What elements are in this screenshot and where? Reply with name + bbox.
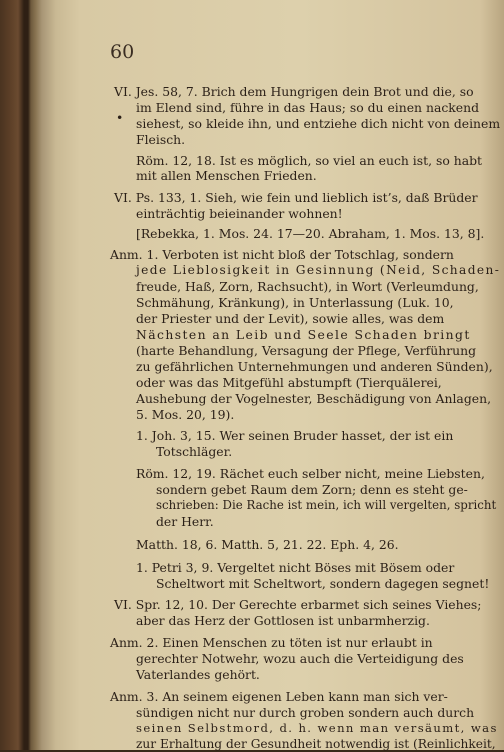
text-line: Matth. 18, 6. Matth. 5, 21. 22. Eph. 4, 26. — [136, 537, 399, 552]
text-line: der Priester und der Levit), sowie alles, was dem — [136, 311, 445, 326]
text-line: (harte Behandlung, Versagung der Pflege, Verführung — [136, 343, 477, 358]
text-line: Fleisch. — [136, 132, 186, 147]
text-line: VI. Jes. 58, 7. Brich dem Hungrigen dein Brot und die, so — [114, 84, 474, 99]
text-line: Aushebung der Vogelnester, Beschädigung von Anlagen, — [136, 391, 492, 406]
text-line: mit allen Menschen Frieden. — [136, 168, 317, 183]
text-line: Anm. 1. Verboten ist nicht bloß der Totschlag, sondern — [110, 247, 454, 262]
text-line: freude, Haß, Zorn, Rachsucht), in Wort (Verleumdung, — [136, 279, 479, 294]
text-line: sündigen nicht nur durch groben sondern auch durch — [136, 705, 475, 720]
text-line: sondern gebet Raum dem Zorn; denn es steht ge- — [156, 482, 468, 497]
text-line: Anm. 3. An seinem eigenen Leben kann man sich ver- — [110, 689, 448, 704]
text-line: jede Lieblosigkeit in Gesinnung (Neid, Schaden- — [136, 263, 501, 277]
text-line: seinen Selbstmord, d. h. wenn man versäumt, was — [136, 721, 498, 735]
text-line: Totschläger. — [156, 444, 233, 459]
text-line: Scheltwort mit Scheltwort, sondern dagegen segnet! — [156, 576, 490, 591]
text-line: einträchtig beieinander wohnen! — [136, 206, 343, 221]
text-line: 5. Mos. 20, 19). — [136, 407, 235, 422]
text-line: VI. Ps. 133, 1. Sieh, wie fein und lieblich ist’s, daß Brüder — [114, 190, 478, 205]
text-line: im Elend sind, führe in das Haus; so du einen nackend — [136, 100, 480, 115]
text-line: [Rebekka, 1. Mos. 24. 17—20. Abraham, 1. Mos. 13, 8]. — [136, 226, 485, 241]
text-line: Röm. 12, 19. Rächet euch selber nicht, meine Liebsten, — [136, 466, 485, 481]
text-line: zu gefährlichen Unternehmungen und anderen Sünden), — [136, 359, 493, 374]
page — [46, 0, 504, 750]
text-line: der Herr. — [156, 514, 214, 529]
text-line: Nächsten an Leib und Seele Schaden bringt — [136, 327, 471, 342]
text-line: Röm. 12, 18. Ist es möglich, so viel an euch ist, so habt — [136, 153, 483, 168]
text-line: 1. Joh. 3, 15. Wer seinen Bruder hasset, der ist ein — [136, 428, 454, 443]
text-line: zur Erhaltung der Gesundheit notwendig ist (Reinlichkeit, — [136, 737, 496, 751]
text-line: siehest, so kleide ihn, und entziehe dich nicht von deinem — [136, 116, 501, 131]
margin-mark: • — [116, 110, 124, 125]
text-line: oder was das Mitgefühl abstumpft (Tierquälerei, — [136, 375, 442, 390]
text-line: 1. Petri 3, 9. Vergeltet nicht Böses mit Bösem oder — [136, 560, 455, 575]
text-line: schrieben: Die Rache ist mein, ich will vergelten, spricht — [156, 498, 497, 512]
text-line: gerechter Notwehr, wozu auch die Verteidigung des — [136, 651, 464, 666]
text-line: aber das Herz der Gottlosen ist unbarmherzig. — [136, 613, 430, 628]
text-line: Schmähung, Kränkung), in Unterlassung (Luk. 10, — [136, 295, 454, 310]
text-line: VI. Spr. 12, 10. Der Gerechte erbarmet sich seines Viehes; — [114, 597, 482, 612]
text-line: Anm. 2. Einen Menschen zu töten ist nur erlaubt in — [110, 635, 433, 650]
page-number: 60 — [110, 41, 135, 63]
text-line: Vaterlandes gehört. — [136, 667, 260, 682]
